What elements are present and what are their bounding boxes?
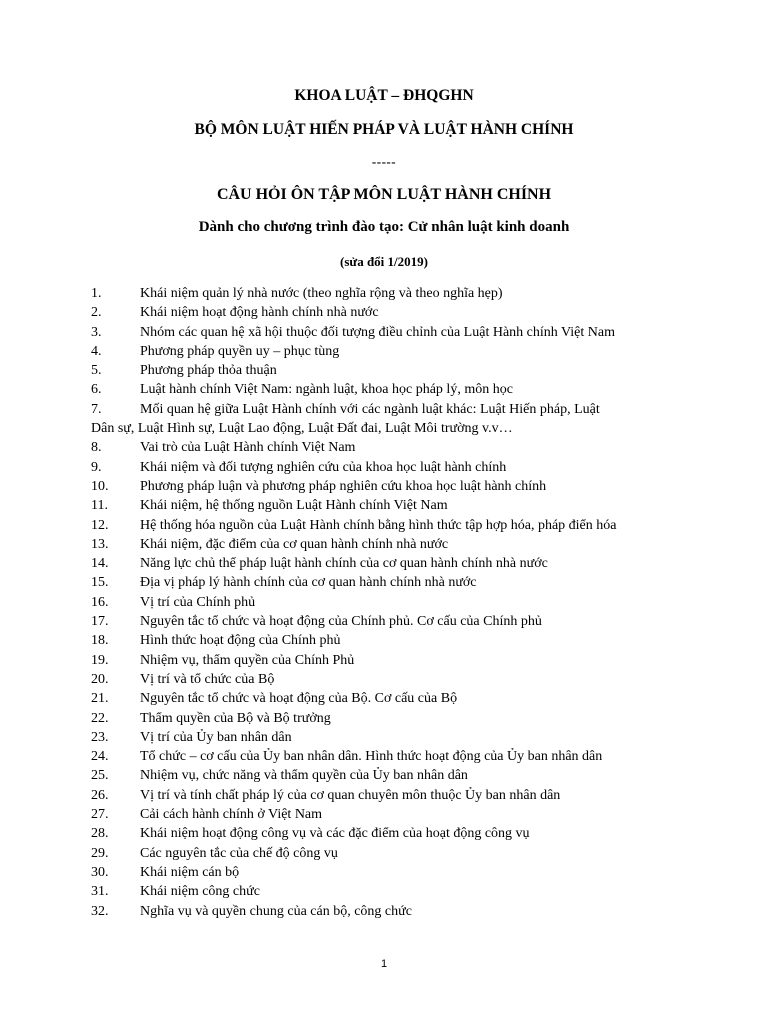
question-text: Luật hành chính Việt Nam: ngành luật, khoa học pháp lý, môn học (140, 382, 513, 398)
question-item (91, 786, 691, 805)
question-number: 18. (91, 633, 109, 649)
question-number: 29. (91, 845, 109, 861)
question-item (91, 863, 691, 882)
question-text: Hình thức hoạt động của Chính phủ (140, 633, 341, 649)
question-text: Nhóm các quan hệ xã hội thuộc đối tượng điều chỉnh của Luật Hành chính Việt Nam (140, 324, 615, 340)
question-item (91, 805, 691, 824)
question-item (91, 902, 691, 921)
question-item (91, 458, 691, 477)
question-number: 31. (91, 884, 109, 900)
question-item (91, 573, 691, 592)
question-text: Vai trò của Luật Hành chính Việt Nam (140, 440, 356, 456)
question-text: Nhiệm vụ, chức năng và thẩm quyền của Ủy ban nhân dân (140, 768, 468, 784)
question-text: Nghĩa vụ và quyền chung của cán bộ, công chức (140, 903, 412, 919)
question-item (91, 747, 691, 766)
question-text: Vị trí của Ủy ban nhân dân (140, 729, 292, 745)
question-text: Mối quan hệ giữa Luật Hành chính với các ngành luật khác: Luật Hiến pháp, Luật (140, 401, 600, 417)
question-number: 17. (91, 614, 109, 630)
question-text: Vị trí của Chính phủ (140, 594, 256, 610)
question-text: Khái niệm, hệ thống nguồn Luật Hành chính Việt Nam (140, 498, 448, 514)
question-number: 14. (91, 556, 109, 572)
question-item (91, 612, 691, 631)
question-text-continued: Dân sự, Luật Hình sự, Luật Lao động, Luật Đất đai, Luật Môi trường v.v… (91, 421, 513, 437)
question-text: Cải cách hành chính ở Việt Nam (140, 807, 323, 823)
question-item (91, 709, 691, 728)
question-number: 4. (91, 343, 102, 359)
question-item (91, 303, 691, 322)
question-number: 3. (91, 324, 102, 340)
question-number: 6. (91, 382, 102, 398)
question-number: 9. (91, 459, 102, 475)
question-number: 21. (91, 691, 109, 707)
document-title: CÂU HỎI ÔN TẬP MÔN LUẬT HÀNH CHÍNH (216, 186, 552, 203)
question-list (91, 284, 691, 921)
question-number: 23. (91, 729, 109, 745)
question-number: 7. (91, 401, 102, 417)
question-item (91, 670, 691, 689)
question-item (91, 535, 691, 554)
question-number: 15. (91, 575, 109, 591)
question-number: 27. (91, 807, 109, 823)
question-text: Khái niệm công chức (140, 884, 260, 900)
page-number: 1 (380, 958, 388, 970)
question-text: Nhiệm vụ, thẩm quyền của Chính Phủ (140, 652, 355, 668)
question-item (91, 284, 691, 303)
question-item (91, 631, 691, 650)
question-item (91, 361, 691, 380)
question-item (91, 882, 691, 901)
question-number: 13. (91, 536, 109, 552)
question-text: Khái niệm quản lý nhà nước (theo nghĩa rộng và theo nghĩa hẹp) (140, 286, 503, 301)
question-number: 8. (91, 440, 102, 456)
question-item (91, 651, 691, 670)
question-text: Địa vị pháp lý hành chính của cơ quan hành chính nhà nước (140, 575, 477, 591)
question-number: 19. (91, 652, 109, 668)
question-number: 32. (91, 903, 109, 919)
question-number: 20. (91, 671, 109, 687)
question-number: 10. (91, 478, 109, 494)
question-item (91, 766, 691, 785)
question-item (91, 844, 691, 863)
question-item (91, 477, 691, 496)
question-text: Phương pháp luận và phương pháp nghiên cứu khoa học luật hành chính (140, 478, 547, 494)
question-number: 1. (91, 286, 102, 301)
question-text: Khái niệm hoạt động hành chính nhà nước (140, 305, 379, 321)
question-number: 30. (91, 864, 109, 880)
question-item (91, 593, 691, 612)
question-text: Thẩm quyền của Bộ và Bộ trưởng (140, 710, 331, 726)
question-item (91, 323, 691, 342)
question-number: 5. (91, 363, 102, 379)
question-item (91, 380, 691, 399)
question-item (91, 554, 691, 573)
question-item (91, 496, 691, 515)
question-item (91, 400, 691, 439)
question-text: Nguyên tắc tổ chức và hoạt động của Chính phủ. Cơ cấu của Chính phủ (140, 614, 542, 630)
question-number: 11. (91, 498, 108, 514)
question-number: 2. (91, 305, 102, 321)
question-text: Phương pháp thỏa thuận (140, 363, 277, 379)
question-number: 26. (91, 787, 109, 803)
department-heading: BỘ MÔN LUẬT HIẾN PHÁP VÀ LUẬT HÀNH CHÍNH (194, 121, 574, 138)
question-item (91, 689, 691, 708)
question-number: 24. (91, 749, 109, 765)
question-number: 22. (91, 710, 109, 726)
question-number: 12. (91, 517, 109, 533)
question-item (91, 728, 691, 747)
question-text: Tổ chức – cơ cấu của Ủy ban nhân dân. Hình thức hoạt động của Ủy ban nhân dân (140, 749, 603, 765)
question-text: Khái niệm hoạt động công vụ và các đặc điểm của hoạt động công vụ (140, 826, 530, 842)
heading-separator: ----- (371, 154, 397, 169)
question-text: Khái niệm cán bộ (140, 864, 240, 880)
question-item (91, 438, 691, 457)
question-text: Vị trí và tính chất pháp lý của cơ quan chuyên môn thuộc Ủy ban nhân dân (140, 787, 561, 803)
question-text: Hệ thống hóa nguồn của Luật Hành chính bằng hình thức tập hợp hóa, pháp điển hóa (140, 517, 617, 533)
question-number: 16. (91, 594, 109, 610)
question-text: Các nguyên tắc của chế độ công vụ (140, 845, 338, 861)
question-text: Năng lực chủ thể pháp luật hành chính của cơ quan hành chính nhà nước (140, 556, 548, 572)
faculty-heading: KHOA LUẬT – ĐHQGHN (294, 87, 474, 104)
question-number: 28. (91, 826, 109, 842)
question-text: Khái niệm và đối tượng nghiên cứu của khoa học luật hành chính (140, 459, 507, 475)
question-text: Vị trí và tổ chức của Bộ (140, 671, 275, 687)
question-item (91, 824, 691, 843)
question-item (91, 342, 691, 361)
question-item (91, 516, 691, 535)
question-text: Phương pháp quyền uy – phục tùng (140, 343, 340, 359)
document-subtitle: Dành cho chương trình đào tạo: Cử nhân luật kinh doanh (198, 219, 570, 235)
question-text: Khái niệm, đặc điểm của cơ quan hành chính nhà nước (140, 536, 449, 552)
question-number: 25. (91, 768, 109, 784)
revision-note: (sửa đổi 1/2019) (340, 254, 428, 269)
question-text: Nguyên tắc tổ chức và hoạt động của Bộ. Cơ cấu của Bộ (140, 691, 458, 707)
